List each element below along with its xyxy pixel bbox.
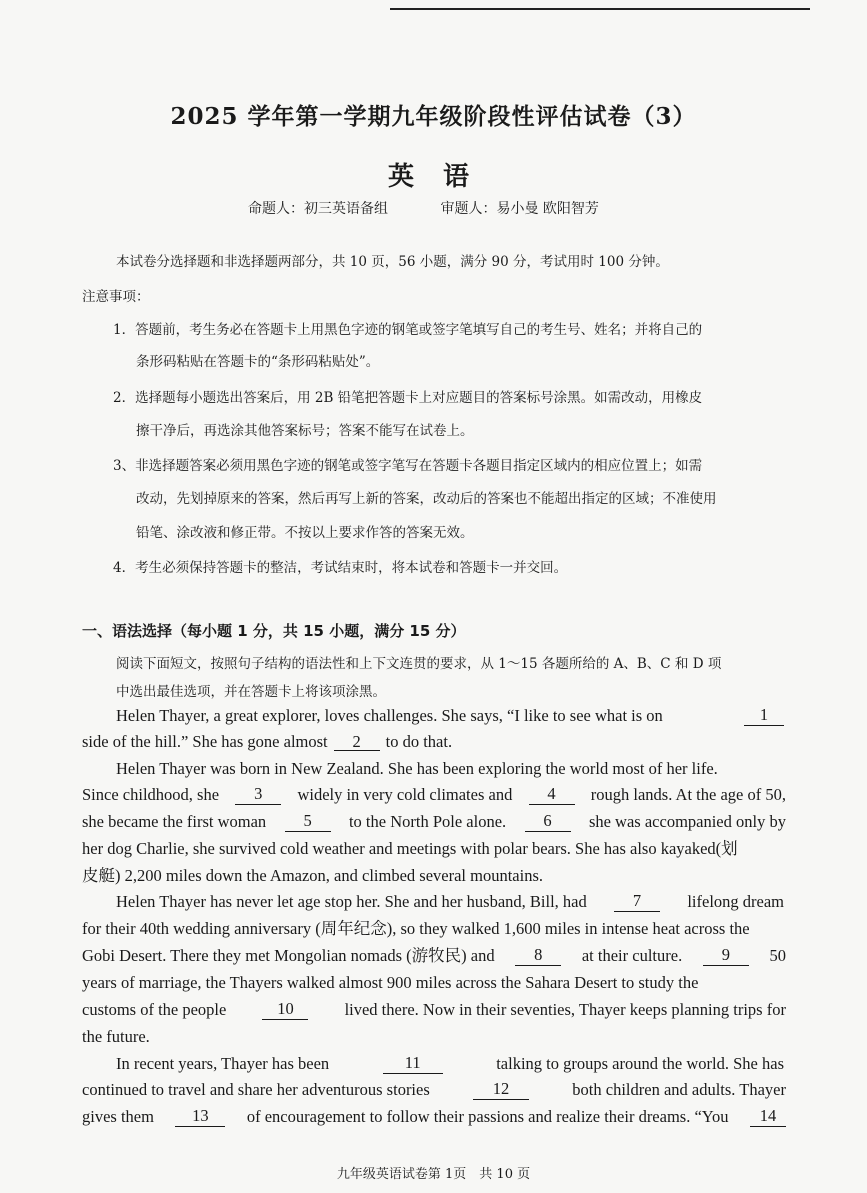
blank-10: 10 [262,1000,308,1020]
passage-line: Since childhood, she 3 widely in very cold climates and 4 rough lands. At the age of 50, [82,784,786,804]
notice-item-3-line-3: 铅笔、涂改液和修正带。不按以上要求作答的答案无效。 [136,525,474,541]
passage-line: Helen Thayer, a great explorer, loves challenges. She says, “I like to see what is on 1 [116,706,784,726]
blank-8: 8 [515,946,561,966]
passage-line: gives them 13 of encouragement to follow their passions and realize their dreams. “You 14 [82,1107,786,1127]
section-1-instruction-line-1: 阅读下面短文，按照句子结构的语法性和上下文连贯的要求，从 1～15 各题所给的 A、B、C 和 D 项 [116,656,722,672]
setter: 命题人：初三英语备组 [248,201,388,217]
blank-2: 2 [334,733,380,751]
notice-heading: 注意事项： [82,289,150,305]
passage-line: the future. [82,1027,150,1046]
passage-line: 皮艇) 2,200 miles down the Amazon, and climbed several mountains. [82,866,543,885]
passage-line: customs of the people 10 lived there. Now in their seventies, Thayer keeps planning trips for [82,999,786,1019]
blank-13: 13 [175,1107,225,1127]
exam-title: 2025 学年第一学期九年级阶段性评估试卷（3） [170,103,697,130]
authors-line [248,198,808,218]
blank-6: 6 [525,812,571,832]
notice-item-1-line-1: 1．答题前，考生务必在答题卡上用黑色字迹的钢笔或签字笔填写自己的考生号、姓名；并将自己的 [113,322,703,338]
section-1-instruction-line-2: 中选出最佳选项，并在答题卡上将该项涂黑。 [116,684,386,700]
blank-3: 3 [235,785,281,805]
notice-item-1-line-2: 条形码粘贴在答题卡的“条形码粘贴处”。 [136,354,380,370]
notice-item-3-line-2: 改动，先划掉原来的答案，然后再写上新的答案，改动后的答案也不能超出指定的区域；不准使用 [136,491,717,507]
top-rule [390,8,810,10]
passage-line: for their 40th wedding anniversary (周年纪念), so they walked 1,600 miles in intense heat across the [82,919,750,938]
blank-12: 12 [473,1080,529,1100]
page-footer: 九年级英语试卷第 1页 共 10 页 [336,1167,531,1182]
blank-7: 7 [614,892,660,912]
passage-line: her dog Charlie, she survived cold weather and meetings with polar bears. She has also kayaked(划 [82,839,738,858]
passage-line: Gobi Desert. There they met Mongolian nomads (游牧民) and 8 at their culture. 9 50 [82,945,786,965]
notice-item-4-line-1: 4．考生必须保持答题卡的整洁，考试结束时，将本试卷和答题卡一并交回。 [113,560,568,576]
passage-line: Helen Thayer was born in New Zealand. She has been exploring the world most of her life. [116,759,718,778]
notice-item-3-line-1: 3、非选择题答案必须用黑色字迹的钢笔或签字笔写在答题卡各题目指定区域内的相应位置上；如需 [113,458,703,474]
passage-line: side of the hill.” She has gone almost 2 to do that. [82,732,453,751]
section-1-heading: 一、语法选择（每小题 1 分，共 15 小题，满分 15 分） [82,622,466,640]
blank-11: 11 [383,1054,443,1074]
notice-item-2-line-1: 2．选择题每小题选出答案后，用 2B 铅笔把答题卡上对应题目的答案标号涂黑。如需改动，用橡皮 [113,390,703,406]
exam-intro: 本试卷分选择题和非选择题两部分，共 10 页，56 小题，满分 90 分，考试用时 100 分钟。 [116,254,669,270]
passage-line: In recent years, Thayer has been 11 talking to groups around the world. She has [116,1053,784,1073]
blank-1: 1 [744,706,784,726]
blank-4: 4 [529,785,575,805]
reviewer: 审题人：易小曼 欧阳智芳 [440,201,599,217]
blank-5: 5 [285,812,331,832]
passage-line: she became the first woman 5 to the North Pole alone. 6 she was accompanied only by [82,811,786,831]
passage-line: Helen Thayer has never let age stop her. She and her husband, Bill, had 7 lifelong dream [116,891,784,911]
notice-item-2-line-2: 擦干净后，再选涂其他答案标号；答案不能写在试卷上。 [136,423,474,439]
blank-14: 14 [750,1107,786,1127]
passage-line: years of marriage, the Thayers walked almost 900 miles across the Sahara Desert to study the [82,973,699,992]
blank-9: 9 [703,946,749,966]
subject-title: 英 语 [387,162,480,192]
passage-line: continued to travel and share her adventurous stories 12 both children and adults. Thayer [82,1079,786,1099]
